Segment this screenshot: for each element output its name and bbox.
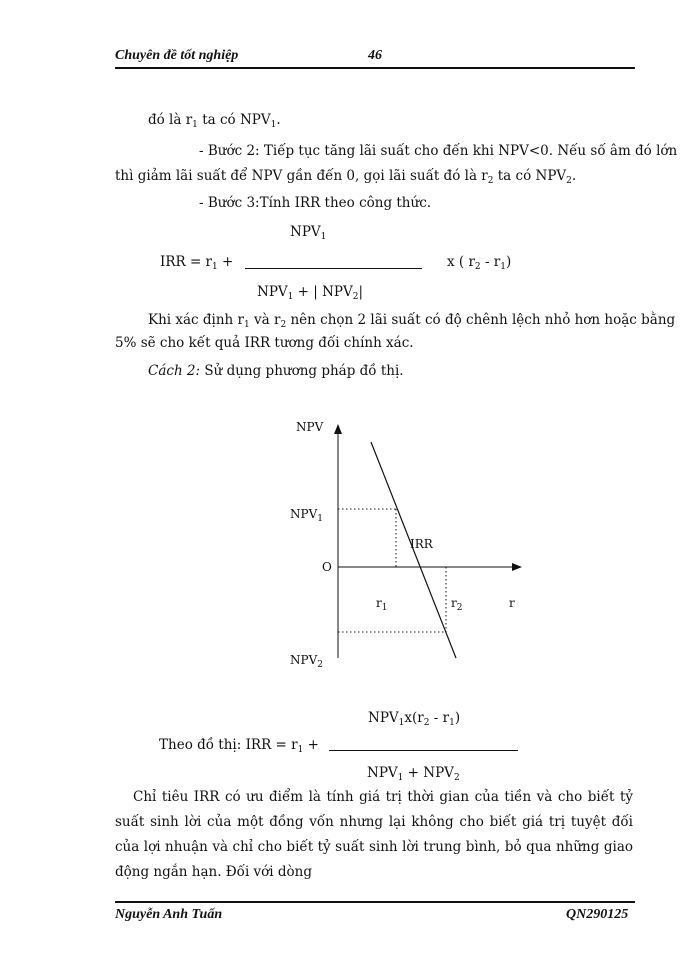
footer-rule	[115, 901, 635, 903]
formula1-denominator: $NPV_1$ + | $NPV_2|$	[257, 284, 364, 302]
step-2-line-1: - Bước 2: Tiếp tục tăng lãi suất cho đến khi NPV<0. Nếu số âm đó lớn	[199, 143, 678, 159]
x-axis-arrow	[512, 563, 522, 571]
irr-label: IRR	[410, 537, 433, 551]
page-number: 46	[368, 48, 382, 63]
formula1-fraction-bar	[245, 268, 422, 269]
footer-author: Nguyễn Anh Tuấn	[115, 907, 223, 922]
formula1-multiplier: x ( $r_2 - r_1$)	[447, 254, 512, 272]
step-3-line: - Bước 3:Tính IRR theo công thức.	[199, 195, 432, 211]
formula2-lhs: Theo đồ thị: IRR = $r_1$ +	[159, 737, 319, 755]
header-rule	[115, 67, 635, 69]
step-2-line-2: thì giảm lãi suất để NPV gần đến 0, gọi lãi suất đó là $r_2$ ta có $NPV_2$.	[115, 168, 577, 186]
footer-code: QN290125	[566, 907, 629, 922]
note-line-2: 5% sẽ cho kết quả IRR tương đối chính xác.	[115, 335, 414, 351]
header-title: Chuyên đề tốt nghiệp	[115, 48, 239, 63]
origin-label: O	[322, 560, 332, 574]
irr-graph	[270, 410, 540, 680]
npv1-label: $NPV_1$	[290, 507, 323, 524]
r2-label: $r_2$	[451, 596, 463, 613]
formula2-fraction-bar	[329, 750, 518, 751]
formula2-denominator: $NPV_1 + NPV_2$	[367, 765, 460, 783]
method-2-line: Cách 2: Sử dụng phương pháp đồ thị.	[148, 363, 404, 379]
formula1-lhs: IRR = $r_1$ +	[160, 254, 234, 272]
closing-paragraph: Chỉ tiêu IRR có ưu điểm là tính giá trị thời gian của tiền và cho biết tỷ suất sinh lời của một đồng vốn nhưng lại không cho biết giá trị tuyệt đối của lợi nhuận và chỉ cho biết tỷ suất sinh lời trung bình, bỏ qua những giao động ngắn hạn. Đối với dòng	[115, 789, 633, 880]
text-line-1: đó là $r_1$ ta có $NPV_1$.	[148, 112, 281, 130]
note-line-1: Khi xác định $r_1$ và $r_2$ nên chọn 2 lãi suất có độ chênh lệch nhỏ hơn hoặc bằng	[148, 312, 676, 330]
y-axis-arrow	[334, 424, 342, 434]
npv2-label: $NPV_2$	[290, 653, 323, 670]
y-axis-label: NPV	[296, 420, 324, 434]
formula2-numerator: $NPV_1x(r_2 - r_1)$	[368, 710, 461, 728]
r1-label: $r_1$	[376, 596, 388, 613]
x-axis-label: r	[509, 596, 515, 610]
formula1-numerator: $NPV_1$	[290, 224, 327, 242]
